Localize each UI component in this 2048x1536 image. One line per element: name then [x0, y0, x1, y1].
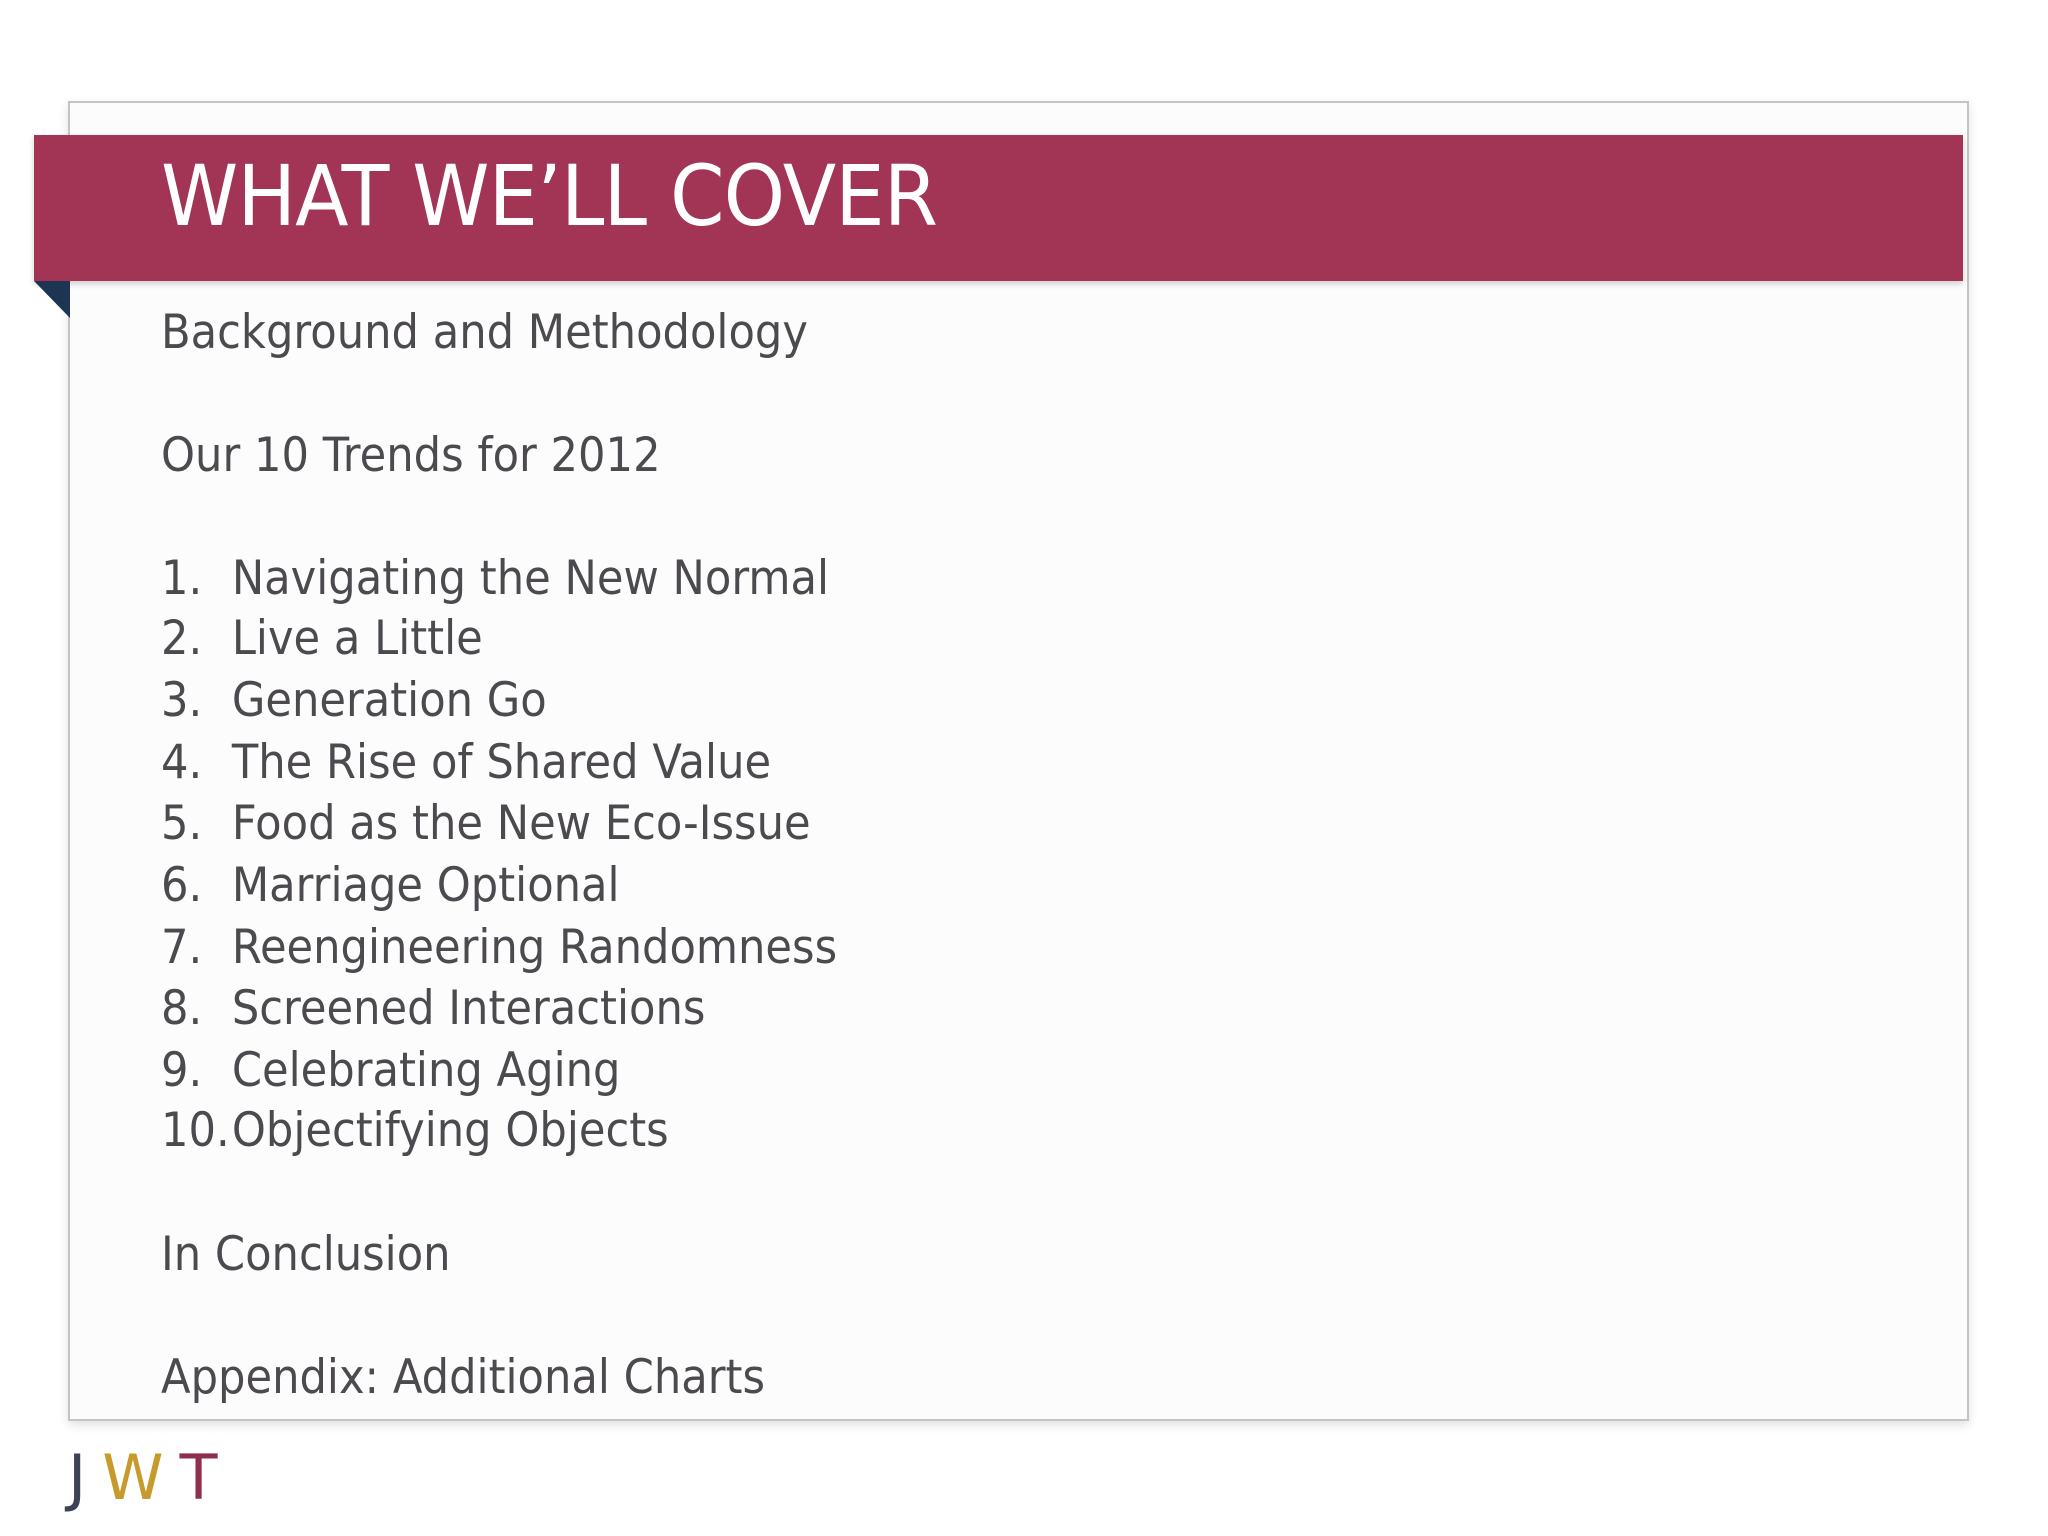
trend-number: 10.: [161, 1103, 230, 1158]
jwt-logo: [68, 1443, 233, 1513]
trend-number: 2.: [161, 611, 203, 666]
agenda-trends-heading: Our 10 Trends for 2012: [161, 428, 661, 483]
trend-item: [161, 670, 547, 732]
trend-item: [161, 978, 705, 1040]
logo-letter-w: W: [102, 1441, 180, 1514]
trend-label: Marriage Optional: [231, 858, 620, 913]
trend-item: [161, 917, 837, 979]
trend-number: 3.: [161, 673, 203, 728]
trend-label: Food as the New Eco-Issue: [231, 796, 811, 851]
trend-number: 8.: [161, 981, 203, 1036]
trend-number: 6.: [161, 858, 203, 913]
trend-number: 9.: [161, 1043, 203, 1098]
trend-label: Screened Interactions: [231, 981, 706, 1036]
trend-number: 5.: [161, 796, 203, 851]
trend-item: [161, 608, 483, 670]
trend-number: 4.: [161, 735, 203, 790]
logo-letter-t: T: [179, 1441, 234, 1514]
agenda-appendix: Appendix: Additional Charts: [161, 1350, 766, 1405]
trend-item: [161, 548, 829, 610]
logo-letter-j: J: [68, 1441, 103, 1514]
agenda-background-methodology: Background and Methodology: [161, 305, 808, 360]
trend-item: [161, 855, 620, 917]
trend-label: Navigating the New Normal: [231, 551, 830, 606]
trend-number: 1.: [161, 551, 203, 606]
trend-label: Generation Go: [231, 673, 547, 728]
trend-label: Reengineering Randomness: [231, 920, 838, 975]
trend-item: [161, 793, 811, 855]
trend-label: Celebrating Aging: [231, 1043, 621, 1098]
trend-item: [161, 1040, 620, 1102]
trend-label: Objectifying Objects: [231, 1103, 669, 1158]
agenda-conclusion: In Conclusion: [161, 1227, 451, 1282]
trend-item: [161, 1100, 669, 1162]
slide-title: WHAT WE’LL COVER: [161, 147, 938, 245]
trend-item: [161, 732, 771, 794]
trend-label: Live a Little: [231, 611, 483, 666]
trend-number: 7.: [161, 920, 203, 975]
ribbon-fold: [34, 281, 70, 318]
trend-label: The Rise of Shared Value: [231, 735, 772, 790]
